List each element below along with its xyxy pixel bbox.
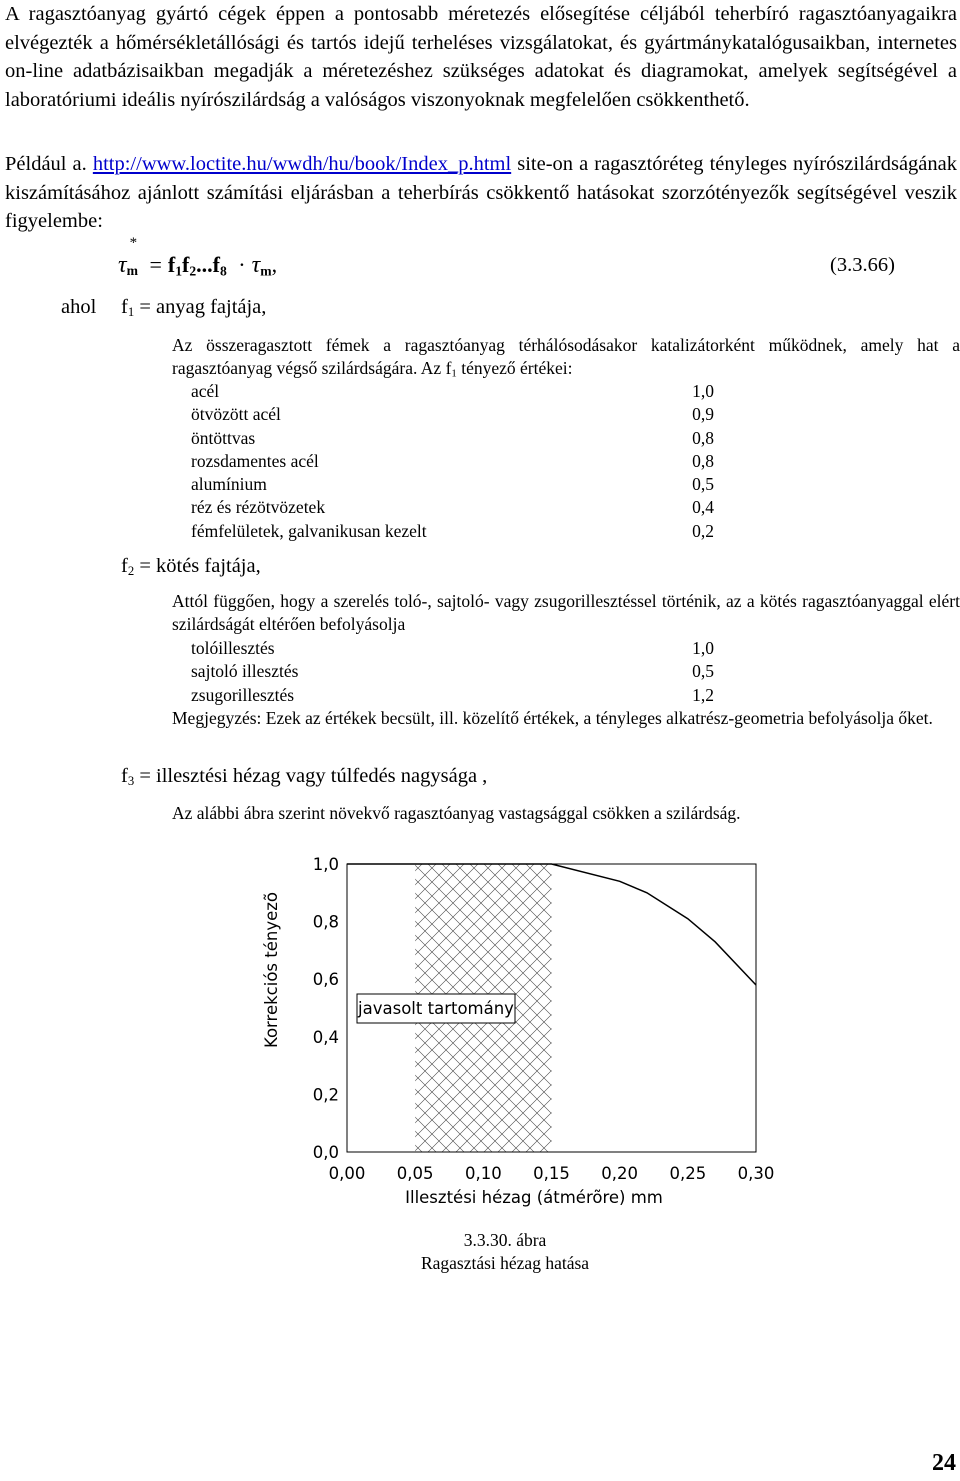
y-axis-label: Korrekciós tényezõ — [262, 891, 281, 1049]
row-value: 1,0 — [692, 638, 714, 658]
row-value: 0,8 — [692, 427, 714, 448]
f1-heading-text: = anyag fajtája, — [134, 296, 267, 318]
y-tick-label: 0,2 — [312, 1085, 339, 1105]
annotation-box — [357, 994, 515, 1023]
row-value: 0,5 — [692, 661, 714, 682]
y-tick-label: 0,4 — [312, 1027, 339, 1047]
x-tick-label: 0,20 — [601, 1164, 639, 1183]
table-row — [191, 660, 714, 683]
row-name: ötvözött acél — [191, 404, 281, 425]
row-name: rozsdamentes acél — [191, 450, 319, 471]
x-tick-label: 0,00 — [328, 1164, 366, 1183]
f1-description-b: tényező értékei: — [456, 358, 573, 379]
x-axis-ticks — [329, 1164, 775, 1183]
y-tick-label: 0,8 — [312, 912, 339, 932]
table-row — [191, 427, 714, 450]
table-row — [191, 450, 714, 473]
table-row — [191, 496, 714, 519]
f1-description: Az összeragasztott fémek a ragasztóanyag térhálósodásakor katalizátorként működnek, amely hat a ragasztóanyag végső szilárdságára. Az $f_1$ tényező értékei: — [172, 335, 960, 380]
x-axis-label: Illesztési hézag (átmérõre) mm — [405, 1188, 663, 1207]
f2-note: Megjegyzés: Ezek az értékek becsült, ill. közelítő értékek, a tényleges alkatrész-geometria befolyásolja őket. — [172, 708, 933, 728]
f2-description: Attól függően, hogy a szerelés toló-, sajtoló- vagy zsugorillesztéssel történik, az a kötés ragasztóanyaggal elért szilárdságát eltérően befolyásolja — [172, 591, 960, 635]
row-value: 1,2 — [692, 684, 714, 705]
table-row — [191, 520, 714, 543]
x-tick-label: 0,10 — [464, 1164, 502, 1183]
row-name: fémfelületek, galvanikusan kezelt — [191, 520, 427, 541]
row-value: 0,4 — [692, 497, 714, 518]
table-row — [191, 473, 714, 496]
f1-values-table — [191, 380, 714, 543]
row-value: 1,0 — [692, 381, 714, 401]
table-row — [191, 403, 714, 426]
row-name: sajtoló illesztés — [191, 661, 299, 682]
intro-p2-before: Például a. — [5, 153, 93, 175]
y-axis-ticks — [313, 855, 339, 1162]
y-tick-label: 1,0 — [312, 855, 339, 874]
y-tick-label: 0,0 — [312, 1143, 339, 1162]
formula-3-3-66: $\tau_{m *}$ = $f_1f_2...f_8 \cdot \tau_m$, — [118, 235, 278, 279]
table-row — [191, 684, 714, 707]
x-tick-label: 0,30 — [737, 1164, 775, 1183]
figure-number: 3.3.30. ábra — [463, 1230, 547, 1250]
row-name: öntöttvas — [191, 427, 256, 448]
figure-caption: Ragasztási hézag hatása — [420, 1253, 590, 1273]
correction-factor-chart — [250, 840, 810, 1220]
ahol-label: ahol — [61, 296, 97, 318]
x-tick-label: 0,15 — [533, 1164, 570, 1183]
f2-heading: $f_2$ = kötés fajtája, — [121, 555, 261, 579]
f3-description: Az alábbi ábra szerint növekvő ragasztóanyag vastagsággal csökken a szilárdság. — [172, 803, 741, 823]
page-number: 24 — [932, 1450, 956, 1476]
intro-paragraph-2 — [5, 150, 957, 236]
x-tick-label: 0,05 — [396, 1164, 434, 1183]
f1-heading: $f_1$ = anyag fajtája, — [121, 296, 267, 320]
row-name: zsugorillesztés — [191, 684, 295, 705]
row-value: 0,2 — [692, 520, 714, 541]
row-name: tolóillesztés — [191, 638, 275, 658]
f2-heading-text: = kötés fajtája, — [134, 555, 261, 577]
row-value: 0,5 — [692, 474, 714, 495]
row-name: réz és rézötvözetek — [191, 497, 326, 518]
intro-p2-after: site-on a ragasztóréteg tényleges nyírószilárdságának kiszámításához ajánlott számítási eljárásban a teherbírás csökkentő hatásokat szorzótényezők segítségével veszik figyelembe: — [5, 153, 957, 232]
f2-values-table — [191, 637, 714, 707]
f1-description-a: Az összeragasztott fémek a ragasztóanyag térhálósodásakor katalizátorként működnek, amely hat a ragasztóanyag végső szilárdságára. Az f — [172, 335, 960, 379]
table-row — [191, 637, 714, 660]
row-value: 0,8 — [692, 450, 714, 471]
intro-paragraph-1: A ragasztóanyag gyártó cégek éppen a pontosabb méretezés elősegítése céljából teherbíró ragasztóanyagaikra elvégezték a hőmérsékletállósági és tartós idejű terheléses vizsgálatokat, és gyártmánykatalógusaikban, internetes on-line adatbázisaikban megadják a méretezéshez szükséges adatokat és diagramokat, amelyek segítségével a laboratóriumi ideális nyírószilárdság a valóságos viszonyoknak megfelelően csökkenthető. — [5, 3, 957, 111]
x-tick-label: 0,25 — [669, 1164, 707, 1183]
y-tick-label: 0,6 — [312, 970, 339, 990]
row-name: acél — [191, 381, 220, 401]
loctite-link[interactable]: http://www.loctite.hu/wwdh/hu/book/Index_p.html — [92, 153, 512, 175]
equation-number: (3.3.66) — [830, 254, 895, 276]
annotation-label: javasolt tartomány — [358, 999, 514, 1018]
row-value: 0,9 — [692, 404, 714, 425]
f3-heading-text: = illesztési hézag vagy túlfedés nagysága , — [134, 765, 488, 787]
row-name: alumínium — [191, 474, 267, 495]
f3-heading: $f_3$ = illesztési hézag vagy túlfedés nagysága , — [121, 765, 488, 789]
table-row — [191, 380, 714, 403]
